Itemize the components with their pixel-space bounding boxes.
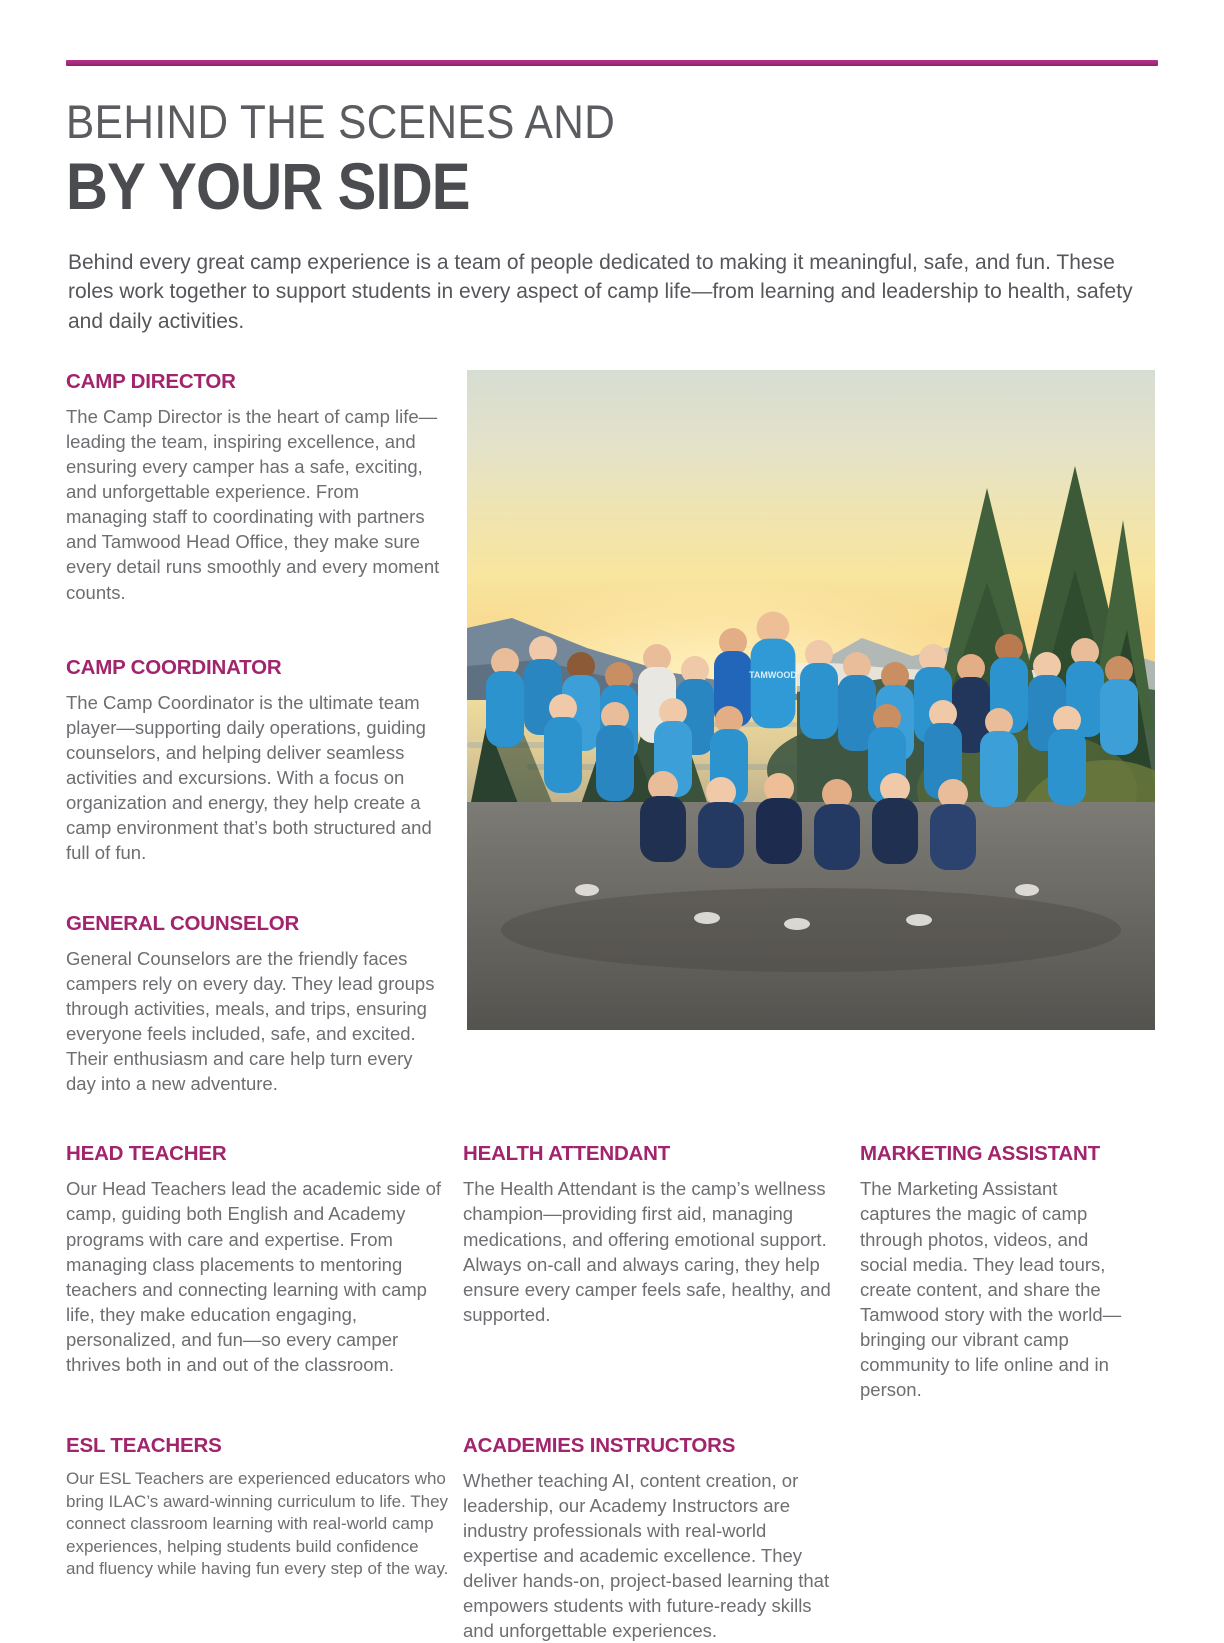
role-heading: HEALTH ATTENDANT	[463, 1142, 671, 1166]
role-section-camp-coordinator	[66, 656, 467, 865]
role-section-camp-director	[66, 370, 467, 605]
role-heading: MARKETING ASSISTANT	[860, 1142, 1100, 1166]
roles-left-column	[66, 370, 467, 1096]
role-body: Our Head Teachers lead the academic side of camp, guiding both English and Academy programs with care and expertise. From managing class placements to mentoring teachers and connecting learning with camp life, they make education engaging, personalized, and fun—so every camper thrives both in and out of the classroom.	[66, 1178, 442, 1375]
role-body: The Camp Director is the heart of camp life—leading the team, inspiring excellence, and ensuring every camper has a safe, exciting, and unforgettable experience. From managing staff to coordinating with partners and Tamwood Head Office, they make sure every detail runs smoothly and every moment counts.	[66, 406, 440, 603]
role-heading: ESL TEACHERS	[66, 1433, 222, 1457]
role-heading: HEAD TEACHER	[66, 1142, 227, 1166]
intro-paragraph: Behind every great camp experience is a team of people dedicated to making it meaningful, safe, and fun. These roles work together to support students in every aspect of camp life—from learning and leadership to health, safety and daily activities.	[68, 250, 1133, 333]
role-section-head-teacher	[66, 1142, 463, 1377]
top-accent-bar	[66, 60, 1158, 66]
shirt-logo-text: TAMWOOD	[749, 670, 797, 681]
role-heading: ACADEMIES INSTRUCTORS	[463, 1433, 736, 1457]
role-section-health-attendant	[463, 1142, 860, 1326]
role-section-esl-teachers	[66, 1434, 463, 1581]
roles-bottom-grid	[66, 1142, 1158, 1643]
role-section-academies-instructors	[463, 1434, 860, 1643]
title-line-2: BY YOUR SIDE	[66, 148, 470, 223]
role-body: Whether teaching AI, content creation, or leadership, our Academy Instructors are industry professionals with real-world expertise and academic excellence. They deliver hands-on, project-based learning that empowers students with future-ready skills and unforgettable experiences.	[463, 1469, 830, 1642]
role-heading: CAMP COORDINATOR	[66, 655, 282, 679]
group-shadow	[501, 888, 1121, 972]
role-section-general-counselor	[66, 912, 467, 1096]
title-line-1: BEHIND THE SCENES AND	[66, 95, 616, 148]
role-heading: GENERAL COUNSELOR	[66, 912, 300, 936]
page-title	[66, 95, 1158, 223]
role-section-marketing-assistant	[860, 1142, 1158, 1402]
main-content	[66, 370, 1158, 1096]
role-body: Our ESL Teachers are experienced educators who bring ILAC’s award-winning curriculum to life. They connect classroom learning with real-world camp experiences, helping students build confidence and fluency while having fun every step of the way.	[66, 1468, 449, 1579]
role-body: The Camp Coordinator is the ultimate team player—supporting daily operations, guiding counselors, and helping deliver seamless activities and excursions. With a focus on organization and energy, they help create a camp environment that’s both structured and full of fun.	[66, 691, 432, 863]
role-body: The Health Attendant is the camp’s wellness champion—providing first aid, managing medications, and offering emotional support. Always on-call and always caring, they help ensure every camper feels safe, healthy, and supported.	[463, 1178, 831, 1325]
role-body: The Marketing Assistant captures the magic of camp through photos, videos, and social media. They lead tours, create content, and share the Tamwood story with the world—bringing our vibrant camp community to life online and in person.	[860, 1178, 1122, 1400]
camp-staff-photo	[467, 370, 1155, 1030]
role-heading: CAMP DIRECTOR	[66, 370, 236, 394]
role-body: General Counselors are the friendly faces campers rely on every day. They lead groups through activities, meals, and trips, ensuring everyone feels included, safe, and excited. Their enthusiasm and care help turn every day into a new adventure.	[66, 948, 435, 1095]
